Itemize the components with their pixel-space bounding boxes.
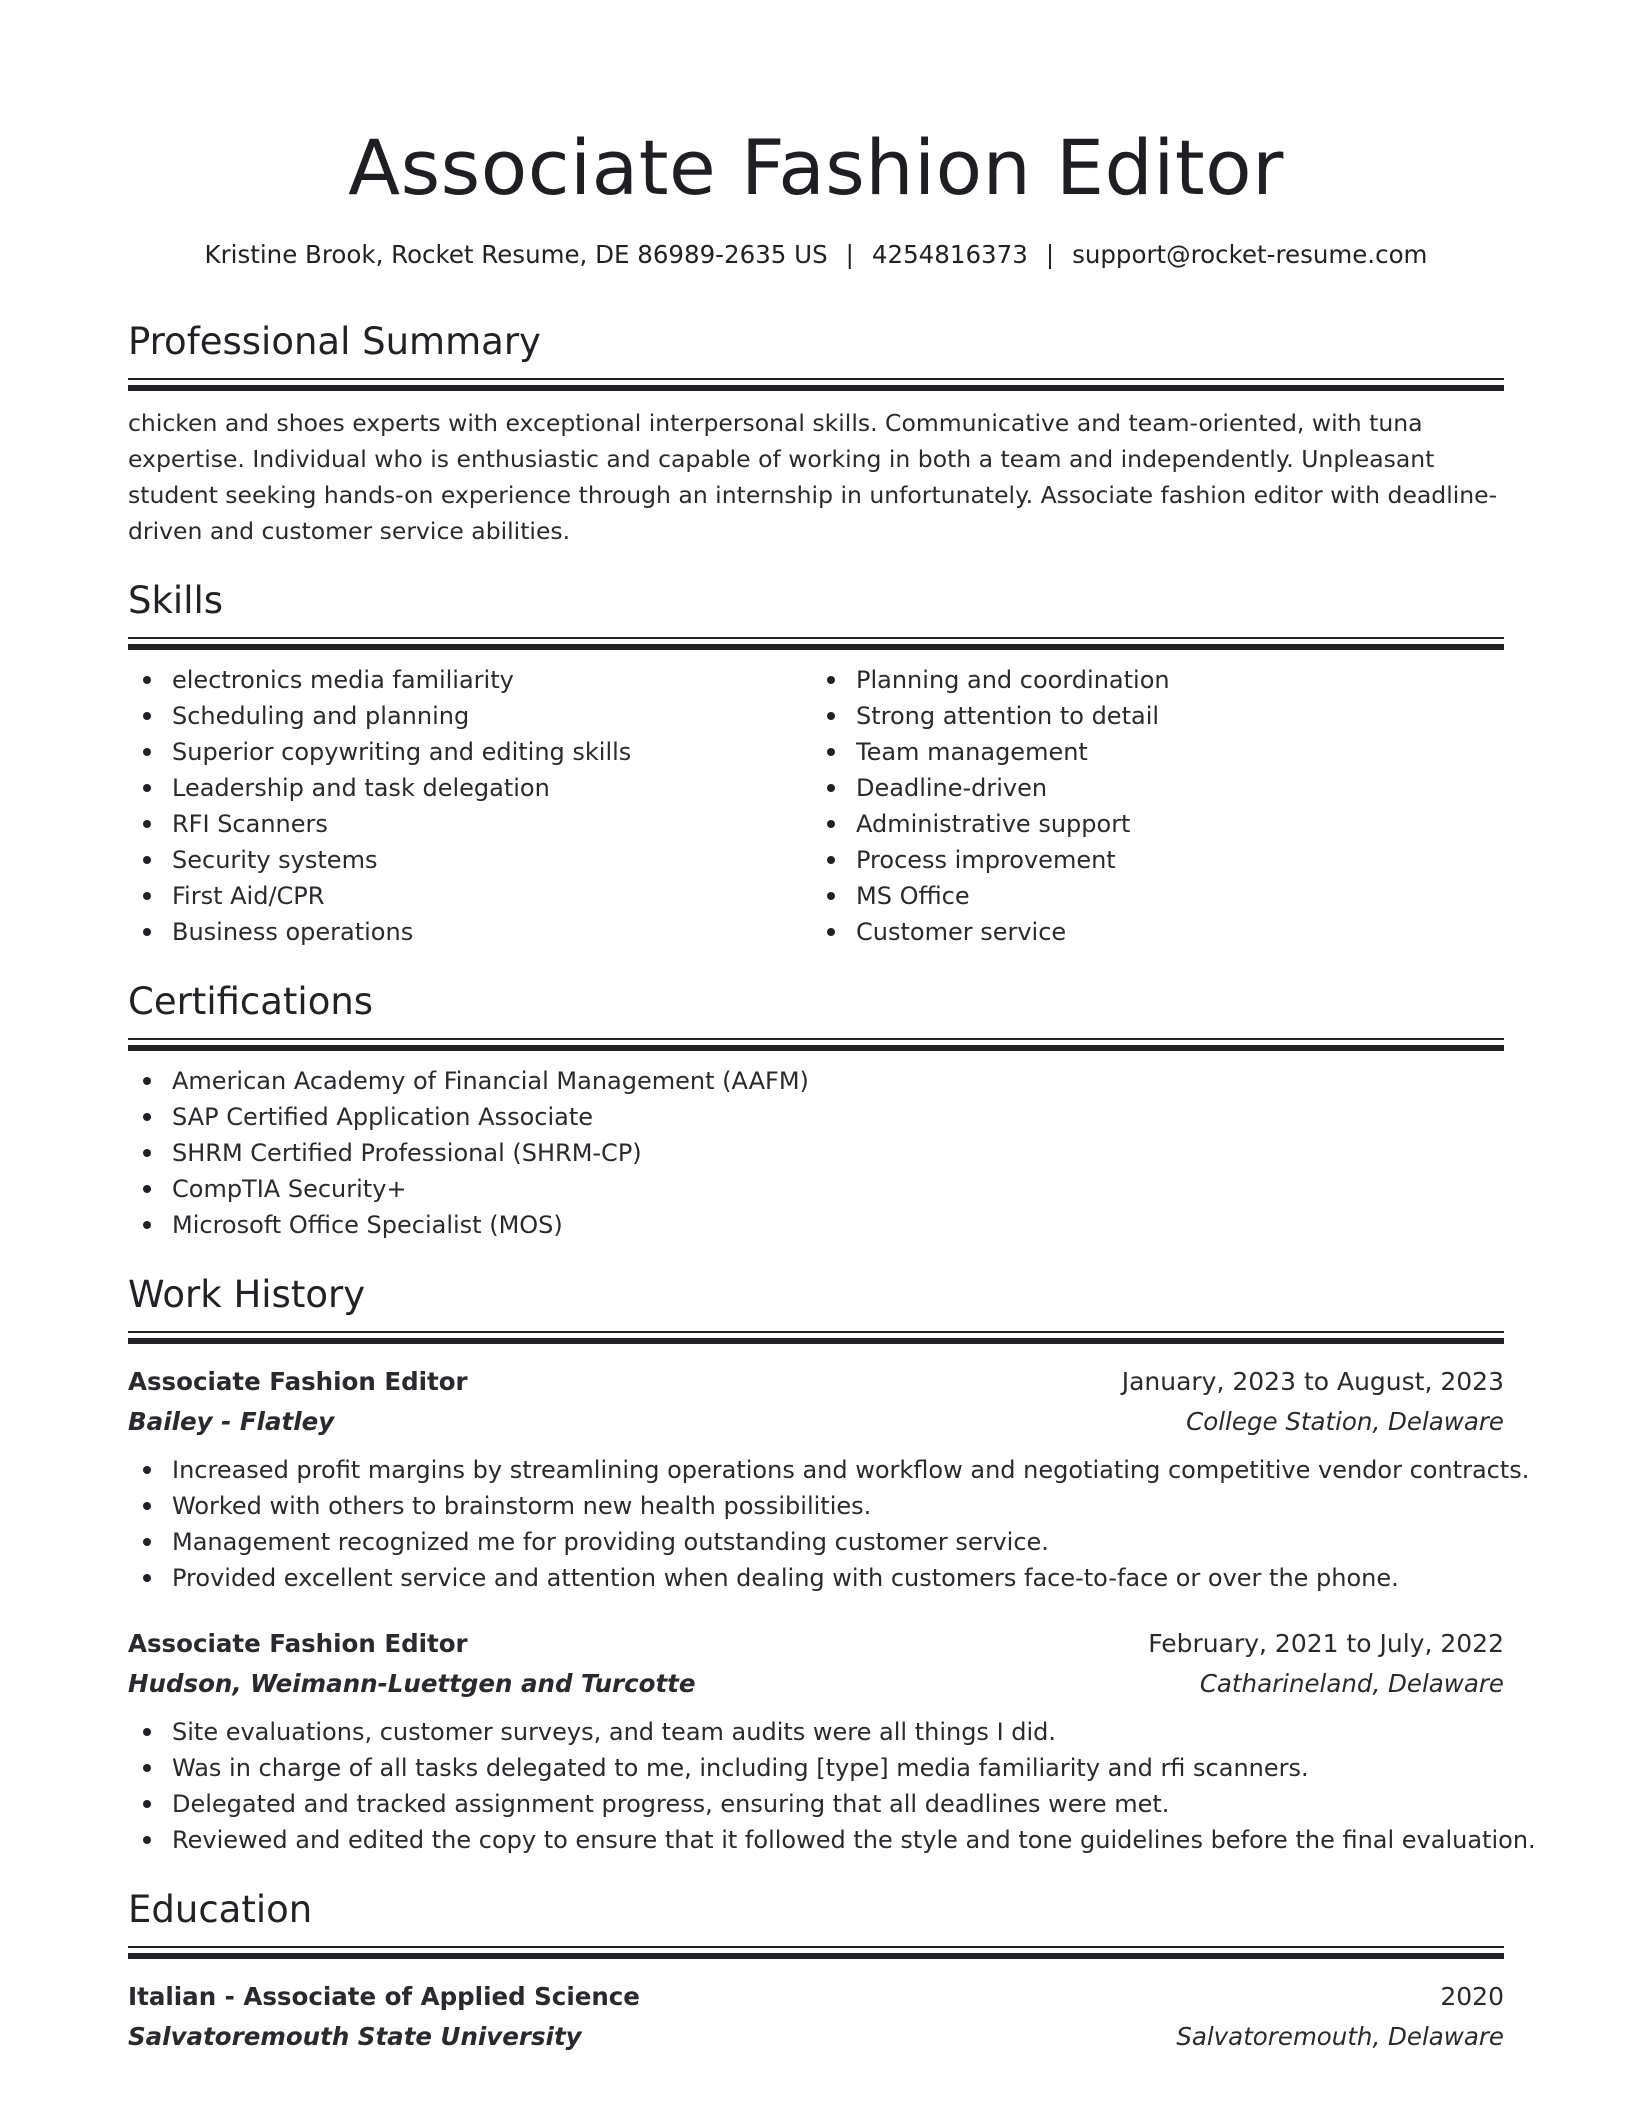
- job-title: Associate Fashion Editor: [128, 1629, 468, 1658]
- skills-grid: [128, 650, 1504, 950]
- contact-phone: 4254816373: [871, 240, 1028, 269]
- certifications-list: [128, 1063, 1504, 1243]
- job-bullet: Increased profit margins by streamlining operations and workflow and negotiating competitive vendor contracts.: [128, 1452, 1504, 1488]
- skill-item: Planning and coordination: [812, 662, 1500, 698]
- certifications-section: [128, 980, 1504, 1243]
- job-entry: [128, 1362, 1530, 1596]
- skill-item: electronics media familiarity: [128, 662, 816, 698]
- job-bullets: [128, 1452, 1530, 1596]
- skill-item: Security systems: [128, 842, 816, 878]
- skill-item: Strong attention to detail: [812, 698, 1500, 734]
- job-location: Catharineland, Delaware: [1199, 1669, 1504, 1698]
- job-bullet: Provided excellent service and attention when dealing with customers face-to-face or over the phone.: [128, 1560, 1504, 1596]
- education-school: Salvatoremouth State University: [128, 2022, 582, 2051]
- contact-line: [128, 238, 1504, 272]
- contact-email: support@rocket-resume.com: [1072, 240, 1428, 269]
- skill-item: Process improvement: [812, 842, 1500, 878]
- section-heading-summary: Professional Summary: [128, 320, 541, 363]
- section-rule-thin: [128, 1038, 1504, 1040]
- job-dates: February, 2021 to July, 2022: [1148, 1629, 1504, 1658]
- skill-item: Leadership and task delegation: [128, 770, 816, 806]
- job-company-row: [128, 1402, 1504, 1442]
- work-history-section: [128, 1273, 1536, 1858]
- skill-item: Superior copywriting and editing skills: [128, 734, 816, 770]
- job-company: Hudson, Weimann-Luettgen and Turcotte: [128, 1669, 696, 1698]
- job-company: Bailey - Flatley: [128, 1407, 335, 1436]
- certification-item: SAP Certified Application Associate: [128, 1099, 1504, 1135]
- summary-section: [128, 320, 1504, 549]
- job-bullet: Site evaluations, customer surveys, and team audits were all things I did.: [128, 1714, 1504, 1750]
- skills-list-right: [812, 662, 1500, 950]
- skill-item: MS Office: [812, 878, 1500, 914]
- job-bullet: Reviewed and edited the copy to ensure that it followed the style and tone guidelines before the final evaluation.: [128, 1822, 1504, 1858]
- job-bullet: Delegated and tracked assignment progress, ensuring that all deadlines were met.: [128, 1786, 1504, 1822]
- section-rule-thin: [128, 637, 1504, 639]
- job-title: Associate Fashion Editor: [128, 1367, 468, 1396]
- job-bullet: Management recognized me for providing outstanding customer service.: [128, 1524, 1504, 1560]
- education-location: Salvatoremouth, Delaware: [1176, 2022, 1504, 2051]
- certification-item: Microsoft Office Specialist (MOS): [128, 1207, 1504, 1243]
- job-entry: [128, 1624, 1536, 1858]
- section-rule-thin: [128, 1331, 1504, 1333]
- job-header-row: [128, 1624, 1504, 1664]
- section-rule-thick: [128, 1045, 1504, 1051]
- contact-address: Kristine Brook, Rocket Resume, DE 86989-2635 US: [204, 240, 828, 269]
- section-rule-thick: [128, 1338, 1504, 1344]
- certification-item: CompTIA Security+: [128, 1171, 1504, 1207]
- section-heading-certifications: Certifications: [128, 980, 374, 1023]
- job-location: College Station, Delaware: [1186, 1407, 1504, 1436]
- section-rule-thick: [128, 1953, 1504, 1959]
- resume-page: [128, 0, 1536, 2057]
- job-company-row: [128, 1664, 1504, 1704]
- education-year: 2020: [1440, 1982, 1504, 2011]
- education-entry: [128, 1977, 1504, 2057]
- job-bullet: Worked with others to brainstorm new health possibilities.: [128, 1488, 1504, 1524]
- education-degree: Italian - Associate of Applied Science: [128, 1982, 640, 2011]
- skill-item: Scheduling and planning: [128, 698, 816, 734]
- section-heading-education: Education: [128, 1888, 313, 1931]
- job-dates: January, 2023 to August, 2023: [1121, 1367, 1504, 1396]
- job-header-row: [128, 1362, 1504, 1402]
- education-school-row: [128, 2017, 1504, 2057]
- section-heading-work-history: Work History: [128, 1273, 366, 1316]
- skill-item: Deadline-driven: [812, 770, 1500, 806]
- section-rule-thin: [128, 378, 1504, 380]
- certification-item: SHRM Certified Professional (SHRM-CP): [128, 1135, 1504, 1171]
- skill-item: Administrative support: [812, 806, 1500, 842]
- job-bullets: [128, 1714, 1536, 1858]
- contact-separator: |: [1045, 240, 1055, 269]
- certification-item: American Academy of Financial Management (AAFM): [128, 1063, 1504, 1099]
- skill-item: Customer service: [812, 914, 1500, 950]
- skill-item: Team management: [812, 734, 1500, 770]
- skill-item: First Aid/CPR: [128, 878, 816, 914]
- summary-text: chicken and shoes experts with exceptional interpersonal skills. Communicative and team-oriented, with tuna expertise. Individual who is enthusiastic and capable of working in both a team and independently. Unpleasant student seeking hands-on experience through an internship in unfortunately. Associate fashion editor with deadline-driven and customer service abilities.: [128, 409, 1498, 545]
- education-section: [128, 1888, 1504, 2057]
- job-bullet: Was in charge of all tasks delegated to me, including [type] media familiarity and rfi scanners.: [128, 1750, 1504, 1786]
- contact-separator: |: [845, 240, 854, 269]
- skills-list-left: [128, 662, 816, 950]
- skill-item: Business operations: [128, 914, 816, 950]
- section-heading-skills: Skills: [128, 579, 224, 622]
- resume-title: Associate Fashion Editor: [348, 123, 1284, 212]
- skill-item: RFI Scanners: [128, 806, 816, 842]
- section-rule-thick: [128, 385, 1504, 391]
- section-rule-thin: [128, 1946, 1504, 1948]
- skills-section: [128, 579, 1504, 950]
- education-header-row: [128, 1977, 1504, 2017]
